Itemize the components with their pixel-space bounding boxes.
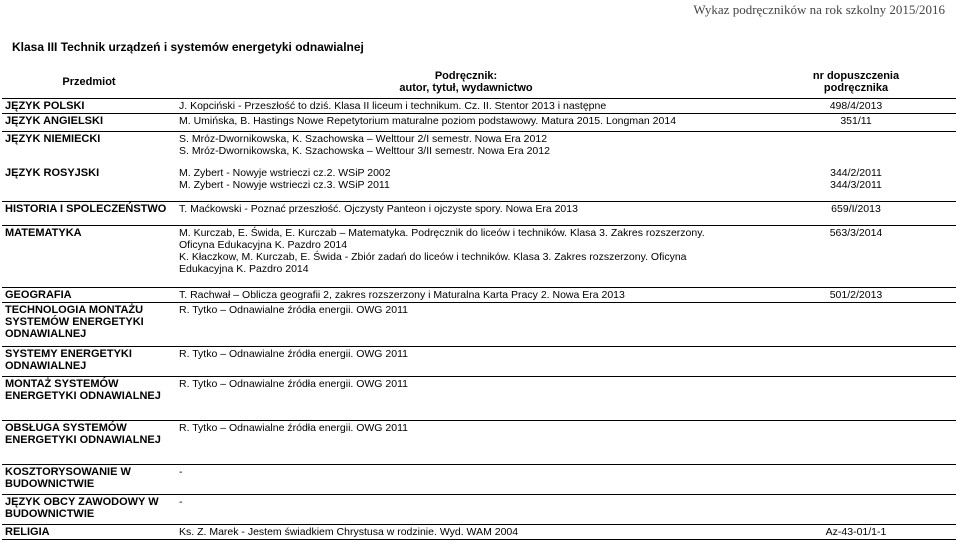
table-row: [2, 99, 956, 114]
table-row: [2, 525, 956, 540]
subject-cell: RELIGIA: [2, 525, 176, 540]
approval-number: 344/2/2011: [830, 166, 882, 179]
approval-number: 501/2/2013: [829, 289, 883, 301]
table-row: [2, 377, 956, 421]
approval-column-header: [756, 66, 956, 99]
table-row: [2, 114, 956, 132]
subject-cell: GEOGRAFIA: [2, 288, 176, 303]
table-row: [2, 465, 956, 495]
table-row: [2, 226, 956, 288]
book-cell: [176, 132, 756, 166]
subject-cell: OBSŁUGA SYSTEMÓW ENERGETYKI ODNAWIALNEJ: [2, 421, 176, 465]
subject-cell: JĘZYK ANGIELSKI: [2, 114, 176, 132]
approval-number: 498/4/2013: [829, 100, 883, 112]
approval-cell: [756, 202, 956, 226]
document-title: Klasa III Technik urządzeń i systemów energetyki odnawialnej: [12, 40, 364, 54]
book-cell: [176, 377, 756, 421]
book-header-line-2: autor, tytuł, wydawnictwo: [399, 82, 533, 94]
book-line: Oficyna Edukacyjna K. Pazdro 2014: [179, 239, 348, 251]
book-cell: [176, 465, 756, 495]
book-cell: [176, 114, 756, 132]
approval-number: 563/3/2014: [829, 227, 883, 239]
book-line: S. Mróz-Dwornikowska, K. Szachowska – Welttour 3/II semestr. Nowa Era 2012: [179, 145, 550, 157]
approval-header-line-2: podręcznika: [823, 82, 889, 94]
book-cell: [176, 226, 756, 288]
book-line: R. Tytko – Odnawialne źródła energii. OWG 2011: [179, 304, 408, 316]
approval-cell: [756, 465, 956, 495]
approval-number: 344/3/2011: [830, 178, 882, 191]
book-cell: [176, 303, 756, 347]
book-line: T. Maćkowski - Poznać przeszłość. Ojczysty Panteon i ojczyste spory. Nowa Era 2013: [179, 203, 578, 215]
subject-cell: MONTAŻ SYSTEMÓW ENERGETYKI ODNAWIALNEJ: [2, 377, 176, 421]
subject-cell: HISTORIA I SPOLECZEŃSTWO: [2, 202, 176, 226]
approval-cell: [756, 347, 956, 377]
approval-cell: [756, 495, 956, 525]
book-line: R. Tytko – Odnawialne źródła energii. OWG 2011: [179, 348, 408, 360]
book-cell: [176, 525, 756, 540]
book-line: S. Mróz-Dwornikowska, K. Szachowska – Welttour 2/I semestr. Nowa Era 2012: [179, 133, 548, 145]
subject-cell: JĘZYK NIEMIECKI: [2, 132, 176, 166]
book-line: M. Zybert - Nowyje wstrieczi cz.2. WSiP 2002: [179, 166, 391, 179]
book-line: Edukacyjna K. Pazdro 2014: [179, 263, 309, 275]
book-line: K. Kłaczkow, M. Kurczab, E. Świda - Zbiór zadań do liceów i techników. Klasa 3. Zakres rozszerzony. Oficyna: [179, 251, 687, 263]
table-header-row: [2, 66, 956, 99]
table-row: [2, 303, 956, 347]
book-line: R. Tytko – Odnawialne źródła energii. OWG 2011: [179, 378, 408, 390]
book-line: -: [179, 496, 183, 508]
approval-cell: [756, 99, 956, 114]
book-line: J. Kopciński - Przeszłość to dziś. Klasa II liceum i technikum. Cz. II. Stentor 2013 i następne: [179, 100, 607, 112]
approval-header-line-1: nr dopuszczenia: [812, 70, 900, 82]
approval-cell: [756, 226, 956, 288]
book-cell: [176, 166, 756, 202]
book-cell: [176, 99, 756, 114]
book-header-line-1: Podręcznik:: [434, 70, 498, 82]
approval-cell: [756, 166, 956, 202]
subject-cell: TECHNOLOGIA MONTAŻU SYSTEMÓW ENERGETYKI ODNAWIALNEJ: [2, 303, 176, 347]
book-cell: [176, 421, 756, 465]
textbook-table: [2, 66, 956, 540]
book-column-header: [176, 66, 756, 99]
approval-cell: [756, 525, 956, 540]
subject-column-header: Przedmiot: [2, 66, 176, 99]
approval-cell: [756, 288, 956, 303]
document-header: Wykaz podręczników na rok szkolny 2015/2016: [693, 2, 945, 17]
subject-cell: SYSTEMY ENERGETYKI ODNAWIALNEJ: [2, 347, 176, 377]
book-line: R. Tytko – Odnawialne źródła energii. OWG 2011: [179, 422, 408, 434]
subject-cell: JĘZYK ROSYJSKI: [5, 166, 100, 179]
approval-cell: [756, 132, 956, 166]
book-cell: [176, 495, 756, 525]
approval-number: Az-43-01/1-1: [825, 526, 887, 538]
book-line: -: [179, 466, 183, 478]
book-cell: [176, 288, 756, 303]
book-line: M. Umińska, B. Hastings Nowe Repetytorium maturalne poziom podstawowy. Matura 2015. Longman 2014: [179, 115, 677, 127]
approval-cell: [756, 377, 956, 421]
subject-cell: MATEMATYKA: [2, 226, 176, 288]
approval-cell: [756, 303, 956, 347]
subject-cell: JĘZYK POLSKI: [2, 99, 176, 114]
subject-cell: JĘZYK OBCY ZAWODOWY W BUDOWNICTWIE: [2, 495, 176, 525]
book-cell: [176, 202, 756, 226]
approval-cell: [756, 421, 956, 465]
book-line: M. Zybert - Nowyje wstrieczi cz.3. WSiP 2011: [179, 178, 390, 191]
table-row: [2, 495, 956, 525]
approval-number: 659/I/2013: [831, 203, 881, 215]
table-row: [2, 202, 956, 226]
table-row: [2, 166, 956, 202]
subject-cell: KOSZTORYSOWANIE W BUDOWNICTWIE: [2, 465, 176, 495]
approval-cell: [756, 114, 956, 132]
approval-number: 351/11: [840, 115, 872, 127]
book-line: M. Kurczab, E. Świda, E. Kurczab – Matematyka. Podręcznik do liceów i techników. Klasa 3. Zakres rozszerzony.: [179, 227, 705, 239]
book-line: Ks. Z. Marek - Jestem świadkiem Chrystusa w rodzinie. Wyd. WAM 2004: [179, 526, 519, 538]
book-cell: [176, 347, 756, 377]
table-row: [2, 347, 956, 377]
book-line: T. Rachwał – Oblicza geografii 2, zakres rozszerzony i Maturalna Karta Pracy 2. Nowa Era 2013: [179, 289, 625, 301]
table-row: [2, 421, 956, 465]
table-row: [2, 288, 956, 303]
table-row: [2, 132, 956, 166]
